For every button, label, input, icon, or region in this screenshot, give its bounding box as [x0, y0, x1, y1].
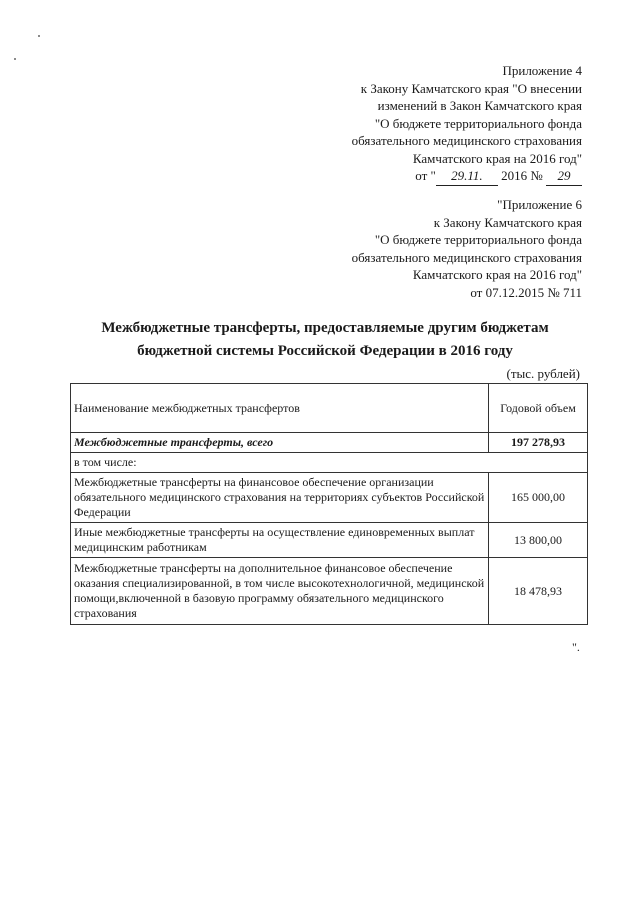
row-amount: 18 478,93 — [489, 558, 588, 625]
handwritten-number: 29 — [546, 167, 582, 186]
row-name: Иные межбюджетные трансферты на осуществление единовременных выплат медицинским работникам — [71, 523, 489, 558]
header-amount: Годовой объем — [489, 384, 588, 433]
row-name: Межбюджетные трансферты на финансовое обеспечение организации обязательного медицинского страхования на территориях субъектов Российской Федерации — [71, 473, 489, 523]
including-label: в том числе: — [71, 453, 489, 473]
row-name: Межбюджетные трансферты на дополнительное финансовое обеспечение оказания специализированной, в том числе высокотехнологичной, медицинской помощи,включенной в базовую программу обязательного медицинского страхования — [71, 558, 489, 625]
annex-6-line: Камчатского края на 2016 год" — [412, 267, 582, 282]
units-note: (тыс. рублей) — [506, 366, 580, 381]
table-row — [71, 558, 588, 625]
title-line-1: Межбюджетные трансферты, предоставляемые другим бюджетам — [101, 320, 549, 336]
annex-4-line: изменений в Закон Камчатского края — [377, 98, 582, 113]
annex-4-line: Камчатского края на 2016 год" — [412, 150, 582, 166]
annex-6-line: "О бюджете территориального фонда — [374, 232, 582, 247]
total-name: Межбюджетные трансферты, всего — [71, 433, 489, 453]
row-amount: 13 800,00 — [489, 523, 588, 558]
date-prefix: от " — [415, 168, 436, 183]
annex-4-line: обязательного медицинского страхования — [351, 133, 582, 148]
including-row — [71, 453, 588, 473]
title-line-2: бюджетной системы Российской Федерации в 2016 году — [137, 343, 513, 359]
total-row — [71, 433, 588, 453]
document-title — [60, 317, 590, 363]
annex-6-line: к Закону Камчатского края — [433, 214, 582, 230]
annex-4-line: Приложение 4 — [502, 63, 582, 78]
annex-6-line: обязательного медицинского страхования — [351, 249, 582, 265]
scan-speck — [14, 58, 16, 60]
table-row — [71, 523, 588, 558]
annex-6-line: от 07.12.2015 № 711 — [470, 284, 582, 300]
table-header-row — [71, 384, 588, 433]
annex-6-header — [352, 196, 582, 301]
transfers-table — [70, 383, 588, 625]
annex-4-line: к Закону Камчатского края "О внесении — [360, 80, 582, 96]
scan-speck — [38, 35, 40, 37]
total-amount: 197 278,93 — [489, 433, 588, 453]
including-blank — [489, 453, 588, 473]
table-row — [71, 473, 588, 523]
annex-4-date-line — [352, 167, 582, 186]
date-year: 2016 — [501, 168, 528, 183]
annex-4-header — [352, 62, 582, 186]
row-amount: 165 000,00 — [489, 473, 588, 523]
number-sign: № — [530, 168, 543, 183]
annex-4-line: "О бюджете территориального фонда — [374, 115, 582, 131]
closing-quote: ". — [572, 640, 580, 654]
header-name: Наименование межбюджетных трансфертов — [71, 384, 489, 433]
handwritten-date: 29.11. — [436, 167, 498, 186]
annex-6-line: "Приложение 6 — [497, 197, 582, 212]
